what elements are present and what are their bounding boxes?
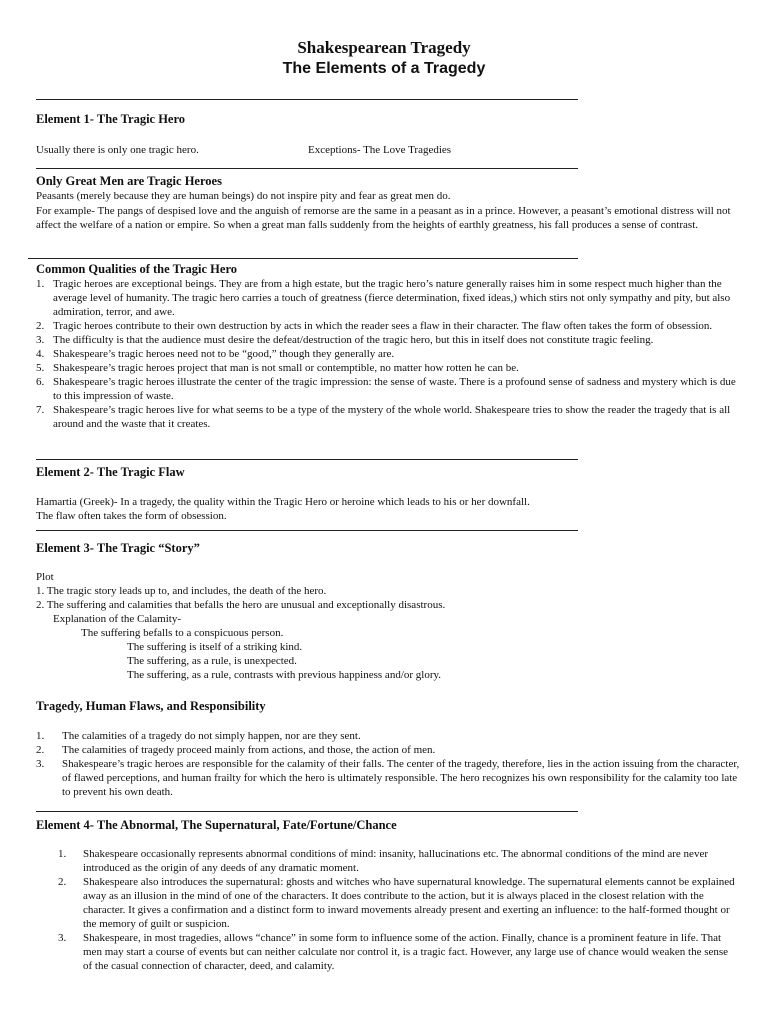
list-text: Tragic heroes are exceptional beings. They are from a high estate, but the tragic hero’s nature generally raises him in some respect much higher than the average level of humanity. The tragic hero carries a touch of greatness (fierce determination, fixed ideas,) which stirs not only sympathy and pity, but also admiration, terror, and awe.: [53, 278, 731, 318]
list-text: Shakespeare’s tragic heroes need not to be “good,” though they generally are.: [53, 348, 395, 360]
qualities-heading: Common Qualities of the Tragic Hero: [36, 262, 238, 276]
plot-label: Plot: [36, 571, 54, 583]
list-item: [36, 277, 740, 319]
list-number: 6.: [36, 376, 45, 388]
list-number: 2.: [36, 320, 45, 332]
list-text: The calamities of tragedy proceed mainly from actions, and those, the action of men.: [62, 744, 436, 756]
divider: [36, 99, 578, 100]
element2-line1: Hamartia (Greek)- In a tragedy, the quality within the Tragic Hero or heroine which leads to his or her downfall.: [36, 496, 530, 508]
great-men-line: Peasants (merely because they are human beings) do not inspire pity and fear as great men do.: [36, 190, 451, 202]
element1-heading: Element 1- The Tragic Hero: [36, 112, 186, 126]
list-item: [36, 361, 740, 375]
list-item: [36, 757, 740, 799]
responsibility-heading: Tragedy, Human Flaws, and Responsibility: [36, 699, 266, 713]
element1-left-text: Usually there is only one tragic hero.: [36, 144, 199, 156]
list-number: 5.: [36, 362, 45, 374]
responsibility-list: [36, 729, 740, 799]
element1-right-text: Exceptions- The Love Tragedies: [308, 144, 452, 156]
list-item: [36, 347, 740, 361]
list-text: The difficulty is that the audience must desire the defeat/destruction of the tragic hero, but this in itself does not constitute tragic feeling.: [53, 334, 654, 346]
list-number: 3.: [36, 334, 45, 346]
element2-heading: Element 2- The Tragic Flaw: [36, 465, 185, 479]
page-subtitle: The Elements of a Tragedy: [282, 60, 486, 77]
divider: [36, 530, 578, 531]
list-item: [58, 875, 736, 931]
story-item-1: 1. The tragic story leads up to, and includes, the death of the hero.: [36, 585, 327, 597]
calamity-sub-2: The suffering is itself of a striking kind.: [127, 641, 303, 653]
list-item: [36, 333, 740, 347]
list-item: [36, 375, 740, 403]
list-number: 1.: [36, 730, 45, 742]
divider: [36, 811, 578, 812]
list-text: Shakespeare’s tragic heroes project that man is not small or contemptible, no matter how rotten he can be.: [53, 362, 519, 374]
divider: [36, 459, 578, 460]
list-item: [58, 931, 736, 973]
list-item: [36, 403, 740, 431]
page-title: Shakespearean Tragedy: [297, 38, 471, 57]
list-item: [58, 847, 736, 875]
calamity-sub-1: The suffering befalls to a conspicuous person.: [81, 627, 284, 639]
list-text: Tragic heroes contribute to their own destruction by acts in which the reader sees a flaw in their character. The flaw often takes the form of obsession.: [53, 320, 713, 332]
calamity-explanation: Explanation of the Calamity-: [53, 613, 181, 625]
divider: [28, 258, 578, 259]
story-item-2: 2. The suffering and calamities that befalls the hero are unusual and exceptionally disastrous.: [36, 599, 446, 611]
list-number: 2.: [58, 876, 67, 888]
list-text: Shakespeare occasionally represents abnormal conditions of mind: insanity, hallucinations etc. The abnormal conditions of the mind are never introduced as the origin of any deeds of any dramatic moment.: [83, 848, 708, 874]
list-number: 3.: [58, 932, 67, 944]
great-men-paragraph: For example- The pangs of despised love and the anguish of remorse are the same in a peasant as in a prince. However, a peasant’s emotional distress will not affect the welfare of a nation or empire. So when a great man falls suddenly from the heights of earthly greatness, his fall produces a sense of contrast.: [36, 205, 731, 231]
list-number: 4.: [36, 348, 45, 360]
list-text: Shakespeare, in most tragedies, allows “chance” in some form to influence some of the action. Finally, chance is a prominent feature in life. That men may start a course of events but can neither calculate nor control it, is a tragic fact. However, any large use of chance would weaken the sense of the casual connection of character, deed, and calamity.: [83, 932, 729, 972]
list-item: [36, 319, 740, 333]
qualities-list: [36, 277, 740, 431]
list-text: Shakespeare’s tragic heroes live for what seems to be a type of the mystery of the whole world. Shakespeare tries to show the reader the tragedy that is all around and the waste that it creates.: [53, 404, 731, 430]
list-number: 1.: [36, 278, 45, 290]
calamity-sub-4: The suffering, as a rule, contrasts with previous happiness and/or glory.: [127, 669, 442, 681]
list-text: Shakespeare’s tragic heroes illustrate the center of the tragic impression: the sense of waste. There is a profound sense of sadness and mystery which is due to this impression of waste.: [53, 376, 736, 402]
calamity-sub-3: The suffering, as a rule, is unexpected.: [127, 655, 297, 667]
list-number: 1.: [58, 848, 67, 860]
great-men-heading: Only Great Men are Tragic Heroes: [36, 174, 222, 188]
element4-heading: Element 4- The Abnormal, The Supernatural, Fate/Fortune/Chance: [36, 818, 397, 832]
list-number: 2.: [36, 744, 45, 756]
element2-line2: The flaw often takes the form of obsession.: [36, 510, 227, 522]
list-text: Shakespeare’s tragic heroes are responsible for the calamity of their falls. The center of the tragedy, therefore, lies in the action issuing from the character, of flawed perceptions, and human frailty for which the hero is ultimately responsible. The hero recognizes his own responsibility for the calamity too late to prevent his own death.: [62, 758, 740, 798]
list-number: 7.: [36, 404, 45, 416]
list-item: [36, 729, 740, 743]
element3-heading: Element 3- The Tragic “Story”: [36, 541, 200, 555]
element4-list: [58, 847, 736, 973]
list-text: Shakespeare also introduces the supernatural: ghosts and witches who have supernatural knowledge. The supernatural elements cannot be explained away as an illusion in the mind of one of the characters. It does contribute to the action, but it is always placed in the closest relation with the character. It gives a confirmation and a distinct form to inward movements already present and exerting an influence: to the half-formed thought or the memory of guilt or suspicion.: [83, 876, 735, 930]
list-number: 3.: [36, 758, 45, 770]
list-text: The calamities of a tragedy do not simply happen, nor are they sent.: [62, 730, 361, 742]
list-item: [36, 743, 740, 757]
divider: [36, 168, 578, 169]
